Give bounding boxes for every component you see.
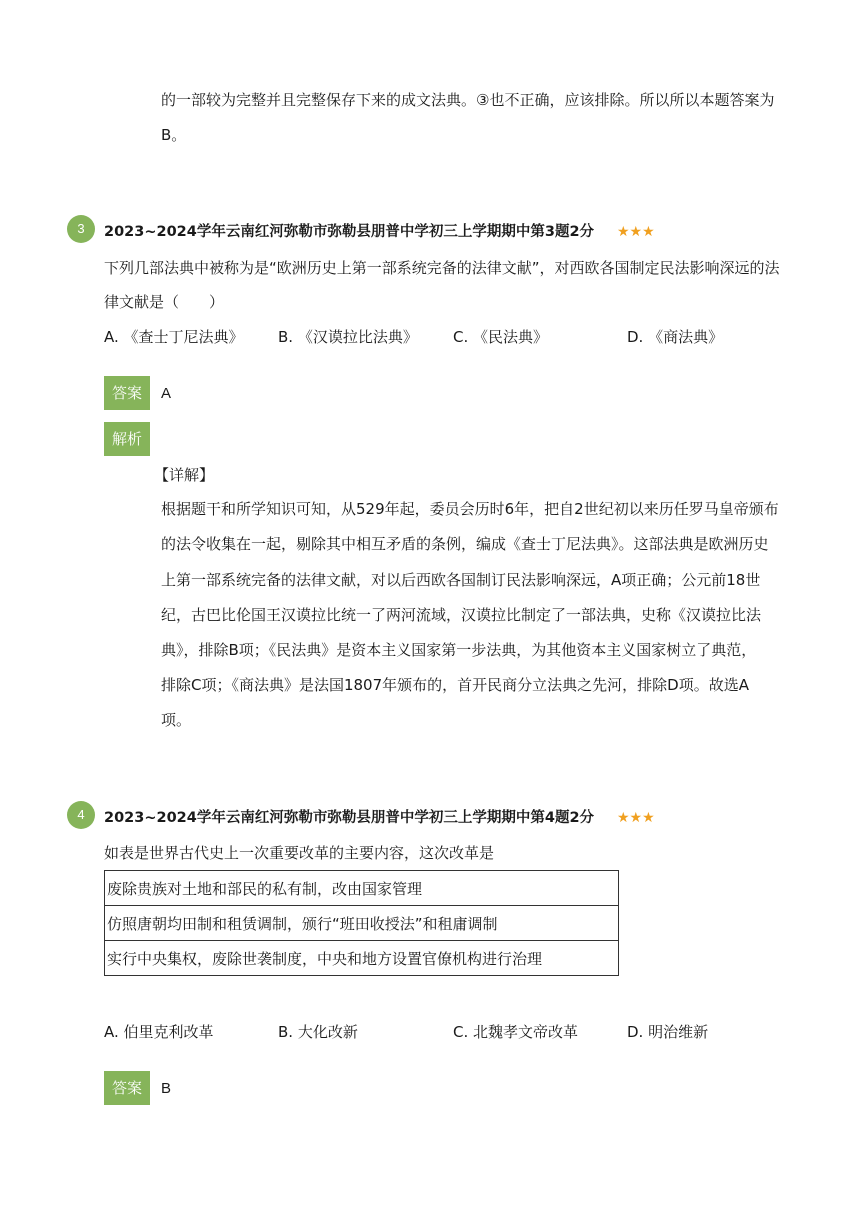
answer-value: A (161, 385, 172, 402)
analysis-line-5: 典》，排除B项；《民法典》是资本主义国家第一步法典，为其他资本主义国家树立了典范， (161, 641, 757, 659)
difficulty-stars: ★★★ (617, 810, 655, 826)
detail-heading: 【详解】 (154, 466, 215, 484)
answer-tag: 答案 (104, 376, 150, 410)
analysis-line-3: 上第一部系统完备的法律文献，对以后西欧各国制订民法影响深远，A项正确；公元前18世 (161, 571, 761, 589)
analysis-line-6: 排除C项；《商法典》是法国1807年颁布的，首开民商分立法典之先河，排除D项。故选A (161, 676, 749, 694)
reform-content-table (104, 870, 619, 976)
option-b[interactable]: B. 大化改新 (278, 1023, 358, 1041)
analysis-line-1: 根据题干和所学知识可知，从529年起，委员会历时6年，把自2世纪初以来历任罗马皇帝颁布 (161, 500, 779, 518)
option-c[interactable]: C. 北魏孝文帝改革 (453, 1023, 579, 1041)
table-row (105, 941, 619, 976)
table-cell: 实行中央集权，废除世袭制度，中央和地方设置官僚机构进行治理 (105, 941, 619, 976)
option-a[interactable]: A. 《查士丁尼法典》 (104, 328, 244, 346)
table-cell: 废除贵族对土地和部民的私有制，改由国家管理 (105, 871, 619, 906)
analysis-line-4: 纪，古巴比伦国王汉谟拉比统一了两河流域，汉谟拉比制定了一部法典，史称《汉谟拉比法 (161, 606, 762, 624)
question-number-badge: 3 (67, 215, 95, 243)
question-number-badge: 4 (67, 801, 95, 829)
option-b[interactable]: B. 《汉谟拉比法典》 (278, 328, 418, 346)
table-row (105, 906, 619, 941)
table-cell: 仿照唐朝均田制和租赁调制，颁行“班田收授法”和租庸调制 (105, 906, 619, 941)
question-stem-line-1: 下列几部法典中被称为是“欧洲历史上第一部系统完备的法律文献”，对西欧各国制定民法影响深远的法 (104, 259, 780, 277)
difficulty-stars: ★★★ (617, 224, 655, 240)
question-stem: 如表是世界古代史上一次重要改革的主要内容，这次改革是 (104, 844, 495, 862)
analysis-line-7: 项。 (161, 711, 192, 729)
answer-value: B (161, 1080, 172, 1097)
answer-tag: 答案 (104, 1071, 150, 1105)
question-stem-line-2: 律文献是（ ） (104, 293, 225, 311)
prev-answer-line-2: B。 (161, 126, 187, 144)
option-c[interactable]: C. 《民法典》 (453, 328, 549, 346)
table-row (105, 871, 619, 906)
analysis-line-2: 的法令收集在一起，剔除其中相互矛盾的条例，编成《查士丁尼法典》。这部法典是欧洲历史 (161, 535, 769, 553)
question-title: 2023~2024学年云南红河弥勒市弥勒县朋普中学初三上学期期中第3题2分 (104, 224, 595, 240)
option-d[interactable]: D. 明治维新 (627, 1023, 709, 1041)
option-d[interactable]: D. 《商法典》 (627, 328, 724, 346)
prev-answer-line-1: 的一部较为完整并且完整保存下来的成文法典。③也不正确，应该排除。所以所以本题答案为 (161, 91, 775, 109)
option-a[interactable]: A. 伯里克利改革 (104, 1023, 214, 1041)
analysis-tag: 解析 (104, 422, 150, 456)
question-title: 2023~2024学年云南红河弥勒市弥勒县朋普中学初三上学期期中第4题2分 (104, 810, 595, 826)
